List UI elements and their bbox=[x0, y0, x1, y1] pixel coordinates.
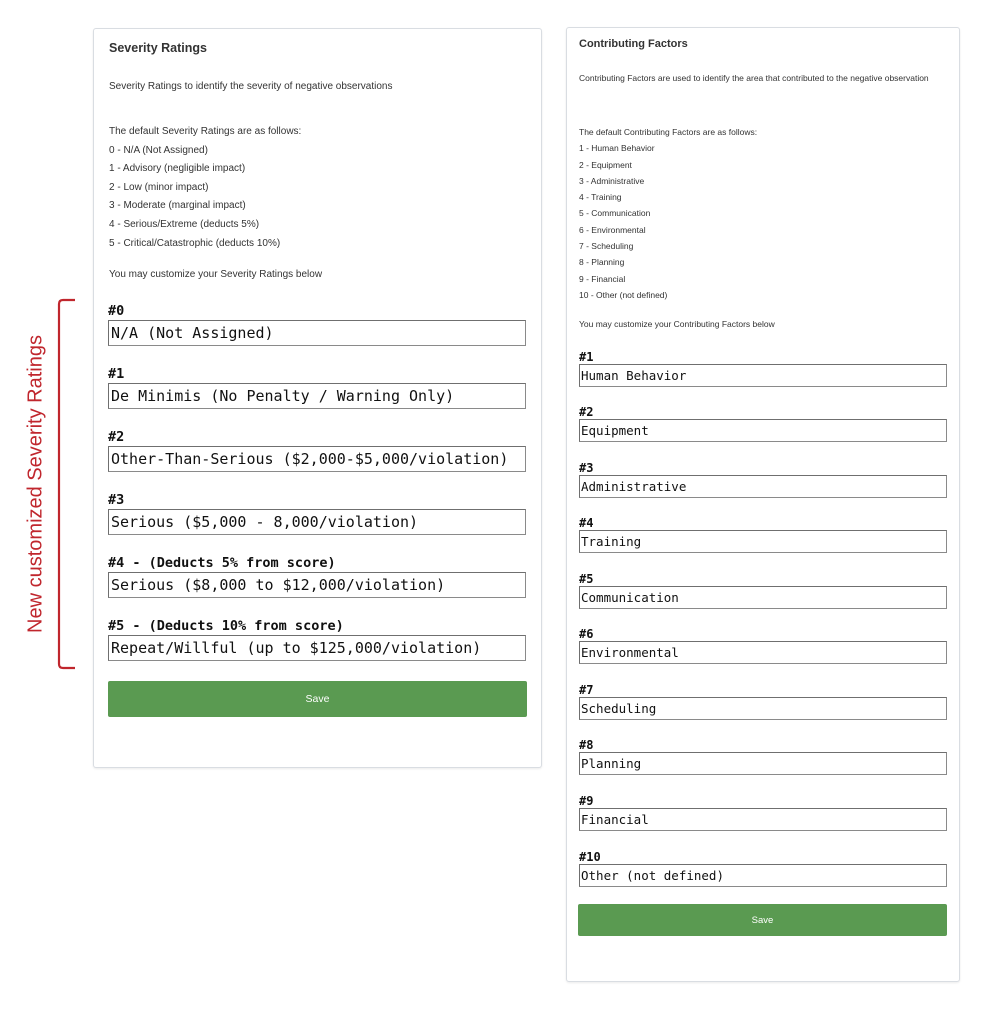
factor-label-1: #1 bbox=[579, 350, 594, 364]
factor-field-8 bbox=[579, 738, 949, 775]
severity-default-item: 0 - N/A (Not Assigned) bbox=[109, 144, 208, 156]
factor-field-7 bbox=[579, 683, 949, 720]
severity-field-5 bbox=[108, 617, 528, 661]
factors-default-item: 7 - Scheduling bbox=[579, 241, 634, 252]
factors-default-item: 8 - Planning bbox=[579, 257, 625, 268]
factors-defaults-list bbox=[579, 124, 757, 303]
severity-defaults-list bbox=[109, 123, 301, 253]
annotation-bracket bbox=[55, 298, 81, 670]
factors-default-item: 2 - Equipment bbox=[579, 159, 632, 170]
factor-input-4[interactable] bbox=[579, 530, 947, 553]
severity-default-item: 3 - Moderate (marginal impact) bbox=[109, 200, 246, 212]
contributing-factors-panel bbox=[566, 27, 960, 982]
factor-label-9: #9 bbox=[579, 794, 594, 808]
factor-label-6: #6 bbox=[579, 627, 594, 641]
factors-default-item: 3 - Administrative bbox=[579, 175, 645, 186]
factors-default-item: 9 - Financial bbox=[579, 273, 626, 284]
factor-label-10: #10 bbox=[579, 850, 601, 864]
severity-input-1[interactable] bbox=[108, 383, 526, 409]
severity-field-0 bbox=[108, 302, 528, 346]
annotation-text: New customized Severity Ratings bbox=[24, 335, 47, 633]
factor-label-2: #2 bbox=[579, 405, 594, 419]
severity-input-4[interactable] bbox=[108, 572, 526, 598]
factor-label-3: #3 bbox=[579, 461, 594, 475]
factors-description: Contributing Factors are used to identify the area that contributed to the negative observation bbox=[579, 73, 929, 83]
factor-input-10[interactable] bbox=[579, 864, 947, 887]
severity-title: Severity Ratings bbox=[109, 41, 207, 55]
factor-field-1 bbox=[579, 350, 949, 387]
severity-input-2[interactable] bbox=[108, 446, 526, 472]
factor-field-2 bbox=[579, 405, 949, 442]
factor-input-3[interactable] bbox=[579, 475, 947, 498]
factors-default-item: 5 - Communication bbox=[579, 208, 651, 219]
factor-field-6 bbox=[579, 627, 949, 664]
factors-title: Contributing Factors bbox=[579, 38, 688, 50]
factors-save-button[interactable]: Save bbox=[578, 904, 947, 936]
factors-default-item: 4 - Training bbox=[579, 192, 622, 203]
severity-field-2 bbox=[108, 428, 528, 472]
severity-field-3 bbox=[108, 491, 528, 535]
severity-default-item: 5 - Critical/Catastrophic (deducts 10%) bbox=[109, 237, 281, 249]
factor-input-9[interactable] bbox=[579, 808, 947, 831]
severity-field-4 bbox=[108, 554, 528, 598]
severity-defaults-heading: The default Severity Ratings are as follows: bbox=[109, 126, 302, 137]
severity-field-1 bbox=[108, 365, 528, 409]
severity-save-button[interactable]: Save bbox=[108, 681, 527, 717]
severity-label-4: #4 - (Deducts 5% from score) bbox=[108, 555, 336, 571]
factor-input-7[interactable] bbox=[579, 697, 947, 720]
severity-default-item: 2 - Low (minor impact) bbox=[109, 181, 209, 193]
factor-field-10 bbox=[579, 850, 949, 887]
severity-input-0[interactable] bbox=[108, 320, 526, 346]
factor-field-5 bbox=[579, 572, 949, 609]
severity-label-1: #1 bbox=[108, 366, 125, 382]
factor-field-9 bbox=[579, 794, 949, 831]
factor-label-5: #5 bbox=[579, 572, 594, 586]
severity-customize-text: You may customize your Severity Ratings below bbox=[109, 269, 323, 280]
factors-default-item: 6 - Environmental bbox=[579, 224, 646, 235]
severity-label-0: #0 bbox=[108, 303, 125, 319]
factor-field-3 bbox=[579, 461, 949, 498]
severity-description: Severity Ratings to identify the severity of negative observations bbox=[109, 81, 393, 92]
severity-input-3[interactable] bbox=[108, 509, 526, 535]
severity-label-2: #2 bbox=[108, 429, 125, 445]
factor-label-7: #7 bbox=[579, 683, 594, 697]
severity-default-item: 1 - Advisory (negligible impact) bbox=[109, 163, 246, 175]
severity-label-3: #3 bbox=[108, 492, 125, 508]
factors-customize-text: You may customize your Contributing Factors below bbox=[579, 319, 775, 329]
severity-ratings-panel bbox=[93, 28, 542, 768]
factor-input-6[interactable] bbox=[579, 641, 947, 664]
factors-default-item: 10 - Other (not defined) bbox=[579, 289, 668, 300]
factor-input-5[interactable] bbox=[579, 586, 947, 609]
severity-default-item: 4 - Serious/Extreme (deducts 5%) bbox=[109, 218, 260, 230]
factor-field-4 bbox=[579, 516, 949, 553]
severity-input-5[interactable] bbox=[108, 635, 526, 661]
factor-input-2[interactable] bbox=[579, 419, 947, 442]
factors-default-item: 1 - Human Behavior bbox=[579, 143, 655, 154]
factor-input-8[interactable] bbox=[579, 752, 947, 775]
factor-label-8: #8 bbox=[579, 738, 594, 752]
factor-label-4: #4 bbox=[579, 516, 594, 530]
severity-label-5: #5 - (Deducts 10% from score) bbox=[108, 618, 344, 634]
factor-input-1[interactable] bbox=[579, 364, 947, 387]
factors-defaults-heading: The default Contributing Factors are as follows: bbox=[579, 127, 758, 137]
